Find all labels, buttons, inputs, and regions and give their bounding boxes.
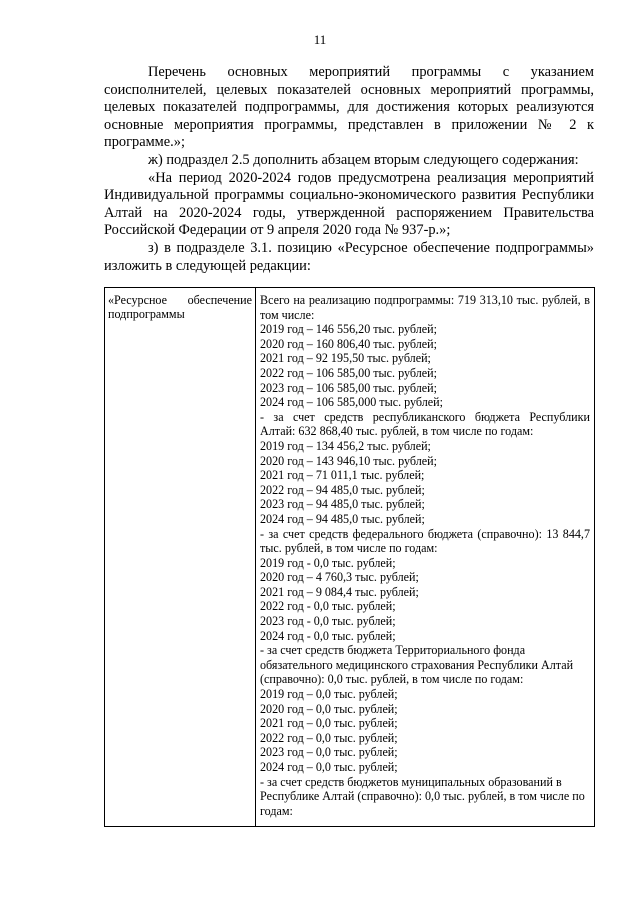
resource-line: 2020 год – 4 760,3 тыс. рублей; [260, 570, 419, 585]
resource-table-label: «Ресурсное обеспечение подпрограммы [108, 293, 252, 322]
resource-table-label-cell [105, 288, 256, 826]
paragraph-item-zh: ж) подраздел 2.5 дополнить абзацем вторым следующего содержания: [148, 151, 579, 168]
resource-line: 2020 год – 160 806,40 тыс. рублей; [260, 336, 437, 351]
resource-line: 2021 год – 92 195,50 тыс. рублей; [260, 351, 431, 366]
resource-line: - за счет средств бюджета Территориального фонда обязательного медицинского страхования Республики Алтай (справочно): 0,0 тыс. рублей, в том числе по годам: [260, 643, 574, 687]
resource-line: - за счет средств федерального бюджета (справочно): 13 844,7 тыс. рублей, в том числе по годам: [260, 526, 590, 556]
resource-line: 2019 год – 0,0 тыс. рублей; [260, 687, 398, 702]
resource-line: 2021 год – 0,0 тыс. рублей; [260, 716, 398, 731]
resource-table-value-cell [256, 288, 594, 826]
paragraph-program-list: Перечень основных мероприятий программы с указанием соисполнителей, целевых показателей основных мероприятий программы, целевых показателей подпрограммы, для достижения которых реализуются основные мероприятия программы, представлен в приложении № 2 к программе.»; [104, 64, 594, 151]
resource-line: 2019 год – 134 456,2 тыс. рублей; [260, 438, 431, 453]
resource-line: 2019 год – 146 556,20 тыс. рублей; [260, 322, 437, 337]
resource-table [104, 287, 595, 827]
resource-line: 2023 год – 0,0 тыс. рублей; [260, 745, 398, 760]
resource-line: 2022 год – 0,0 тыс. рублей; [260, 730, 398, 745]
resource-line: 2024 год – 94 485,0 тыс. рублей; [260, 511, 425, 526]
resource-line: 2022 год – 94 485,0 тыс. рублей; [260, 482, 425, 497]
paragraph-period-2020-2024: «На период 2020-2024 годов предусмотрена реализация мероприятий Индивидуальной программы социально-экономического развития Республики Алтай на 2020-2024 годы, утвержденной распоряжением Правительства Российской Федерации от 9 апреля 2020 года № 937-р.»; [104, 169, 594, 239]
resource-line: - за счет средств бюджетов муниципальных образований в Республике Алтай (справочно): 0,0 тыс. рублей, в том числе по годам: [260, 774, 585, 818]
resource-line: 2021 год – 71 011,1 тыс. рублей; [260, 468, 425, 483]
resource-line: 2023 год – 94 485,0 тыс. рублей; [260, 497, 425, 512]
resource-line: 2024 год – 0,0 тыс. рублей; [260, 760, 398, 774]
resource-line: 2021 год – 9 084,4 тыс. рублей; [260, 584, 419, 599]
resource-line: 2019 год - 0,0 тыс. рублей; [260, 555, 396, 570]
resource-line: 2020 год – 0,0 тыс. рублей; [260, 701, 398, 716]
page-number: 11 [313, 32, 327, 47]
resource-line: 2024 год - 0,0 тыс. рублей; [260, 628, 396, 643]
document-body [104, 64, 594, 275]
resource-line: - за счет средств республиканского бюджета Республики Алтай: 632 868,40 тыс. рублей, в том числе по годам: [260, 409, 590, 439]
paragraph-item-z: з) в подразделе 3.1. позицию «Ресурсное обеспечение подпрограммы» изложить в следующей редакции: [104, 239, 594, 274]
resource-line: 2022 год – 106 585,00 тыс. рублей; [260, 365, 437, 380]
resource-line: 2023 год - 0,0 тыс. рублей; [260, 614, 396, 629]
resource-line: 2020 год – 143 946,10 тыс. рублей; [260, 453, 437, 468]
resource-line: Всего на реализацию подпрограммы: 719 313,10 тыс. рублей, в том числе: [260, 293, 590, 322]
resource-line: 2024 год – 106 585,000 тыс. рублей; [260, 395, 443, 410]
resource-line: 2022 год - 0,0 тыс. рублей; [260, 599, 396, 614]
resource-line: 2023 год – 106 585,00 тыс. рублей; [260, 380, 437, 395]
